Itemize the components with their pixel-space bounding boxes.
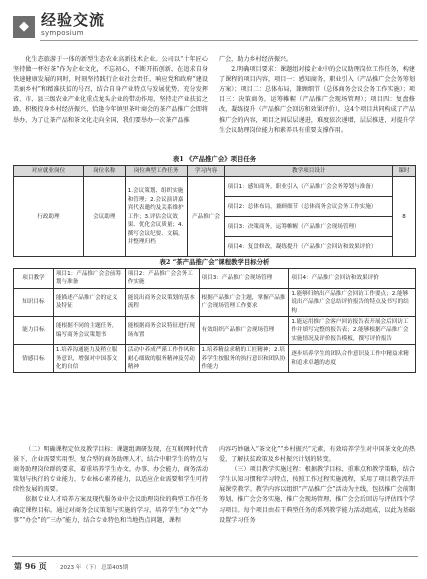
paragraph: 依据专业人才培养方案及现代服务业中会议助理岗位的典型工作任务确定课程目标。通过对商务会议策划与实施的学习，培养学生“办文”“办事”“办会”的“三办”能力，结合专业特色和当地热点问题，课程 (13, 496, 208, 524)
table1-caption: 表1 《产品推广会》项目任务 (172, 155, 257, 163)
body-top-left-column (13, 55, 208, 126)
table-cell: 有效组织产品推广会现场管理 (199, 317, 289, 345)
table-cell: 会议助理 (83, 177, 125, 257)
page-footer (0, 556, 427, 579)
page-header (0, 0, 427, 46)
table-header-cell: 课时 (393, 166, 416, 177)
table-cell: 项目3：决策商务，运筹帷幄（产品推广会现场管理） (225, 217, 393, 237)
table-cell: 能说出商务会议策划的基本流程 (125, 288, 199, 316)
table-cell: 1.培养沟通能力及稍立服务意识，增强对中国茶文化的自信 (53, 345, 125, 373)
body-bottom-right-column (219, 445, 415, 526)
paragraph: 内容巧妙融入“茶文化”“乡村振兴”元素，有效培养学生对中国茶文化的热爱，了解扶贫政策及乡村振兴计划的转变。 (219, 446, 415, 464)
table-cell: 能描述产品推广会的定义及特征 (53, 288, 125, 316)
table-header-row (14, 166, 416, 177)
table-header-cell: 岗位典型工作任务 (125, 166, 187, 177)
table-cell: 能根据不同的主题任务，编写商务会议策划书 (53, 317, 125, 345)
table-cell: 知识目标 (14, 288, 54, 316)
table-cell: 项目3：产品推广会现场管理 (199, 269, 289, 289)
header-divider (40, 40, 418, 41)
body-top-right-column (219, 55, 415, 136)
table-cell: 能力目标 (14, 317, 54, 345)
table-header-cell: 教学项目设计 (225, 166, 393, 177)
table-cell: 项目教学 (14, 269, 54, 289)
table-cell: 项目4：产品推广会回访和效果评价 (289, 269, 416, 289)
table-header-cell: 对应就业岗位 (14, 166, 84, 177)
table-cell: 逐步培养学生的团队合作意识及工作中精益求精和追求卓越的态度 (289, 345, 416, 373)
paragraph: 2.明确项目要求：课题组对接企业中的会议助理岗位工作任务，构建了课程的项目内容，项目一：感知商务，职业引入（产品推广会会务筹划方案）；项目二：总体布局，兼顾细节（总体商务会议会务工作实施）；项目三：决策商务，运筹帷幄（产品推广会现场管理）；项目四：复盘修改，凝练提升（产品推广会回访和效果评价），这4个项目共同构成了产品推广会的内容，项目之间层层递进，难度依次递增，层层推进，对提升学生会议助理岗位能力和素养具有重要支撑作用。 (219, 66, 415, 134)
table-cell: 1.会议策划、组织实施和管理；2.会议演讲嘉宾代表邀约及关系维护工作；3.评估会议效果、优化会议质量；4.撰写会议纪要、文稿，并整理归档 (125, 177, 187, 257)
table1 (13, 165, 416, 257)
paragraph: （三）项目教学实施过程：根据教学目标、重难点和教学策略，结合学生认知习惯和学习特点，按照工作过程实施流程，采用了项目教学法开展课堂教学。教学内容以组织“产品推广会”活动为主线，包括推广会前期筹划、推广会会务实施、推广会现场管理、推广会会后回访与评估四个学习项目。每个项目由若干典型任务的系列教学能力活动组成，以此为基础设置学习任务 (219, 466, 415, 524)
table-cell: 项目2：产品推广会会务工作实施 (125, 269, 199, 289)
table-cell: 1.培养精益求精的工匠精神；2.培养学生按服务的执行意识和团队协作能力 (199, 345, 289, 373)
table2-caption: 表2 “茶产品推广会”课程教学目标分析 (159, 258, 270, 266)
table-header-row (14, 269, 416, 289)
table-cell: 能根据商务会议特征进行现场布置 (125, 317, 199, 345)
table-cell: 项目1：感知商务，职业引入（产品推广会会务筹划与准备） (225, 177, 393, 197)
column-logo-icon: ◆ (13, 16, 35, 38)
table-cell: 1.能运用推广会客户回访报告表开展会后回访工作并填写完整的报告表；2.能够根据产品推广会实施情况及评价报告模板，撰写评价报告 (289, 317, 416, 345)
column-subtitle: symposium (41, 29, 84, 37)
footer-divider (12, 556, 418, 557)
table-cell: 根据产品推广会主题，掌握产品推广会现场管理工作要求 (199, 288, 289, 316)
table-row (14, 177, 416, 197)
paragraph: 广会，助力乡村经济振兴。 (219, 56, 293, 63)
table2 (13, 268, 416, 373)
table-header-cell: 学习内容 (187, 166, 225, 177)
table-row (14, 317, 416, 345)
table-cell: 1.能够归纳出产品推广会回访工作要点；2.能够说出产品推广会总结评价报告的特点及书写的结构 (289, 288, 416, 316)
paragraph: 化生态旅游于一体的新型生态农业高新技术企业。公司以“十年匠心坚持做一杯好茶”作为企业文化，不忘初心，不断开拓创新，在追求自身快速健康发展的同时，时刻坚持践行企业社会责任，响应党和政府“建设美丽乡村”和精准扶贫的号召，结合自身产业特点与发展优势，充分发挥省、市、县三级农业产业化重点龙头企业的带动作用，坚持走产业扶贫之路，积极投身乡村经济振兴，恰逢今年镇里茶叶商会的茶产品推广会即将举办，为了让茶产品和茶文化走向全国，我们要举办一次茶产品推 (13, 56, 208, 124)
table-cell: 活动中养成严谨工作作风和耐心细致的服务精神及劳动精神 (125, 345, 199, 373)
column-title: 经验交流 (41, 11, 106, 29)
issue-info: 2023 年 （下） 总第405期 (60, 565, 129, 571)
table-cell: 情感目标 (14, 345, 54, 373)
page-number: 第 96 页 (14, 561, 47, 571)
table-cell: 项目1：产品推广会会前筹划与准备 (53, 269, 125, 289)
table-header-cell: 岗位名称 (83, 166, 125, 177)
table-cell: 8 (393, 177, 416, 257)
paragraph: （二）明确课程定位及教学目标：课题组调研发现，在互联网时代背景下，企业需要实用型、复合型的商务助理人才。结合中职学生的特点与商务助理岗位群的要求，着重培养学生办文、办事、办会能力，商务活动策划与执行的专业能力、专业核心素养能力，以适应企业需要和学生可持续性发展的需要。 (13, 446, 208, 494)
table-cell: 行政助理 (14, 177, 84, 257)
table-row (14, 288, 416, 316)
table-cell: 产品推广会 (187, 177, 225, 257)
table-cell: 项目4：复盘修改，凝练提升（产品推广会回访和效果评价） (225, 237, 393, 257)
table-cell: 项目2：总体布局，兼顾细节（总体商务会议会务工作实施） (225, 197, 393, 217)
body-bottom-left-column (13, 445, 208, 526)
table-row (14, 345, 416, 373)
